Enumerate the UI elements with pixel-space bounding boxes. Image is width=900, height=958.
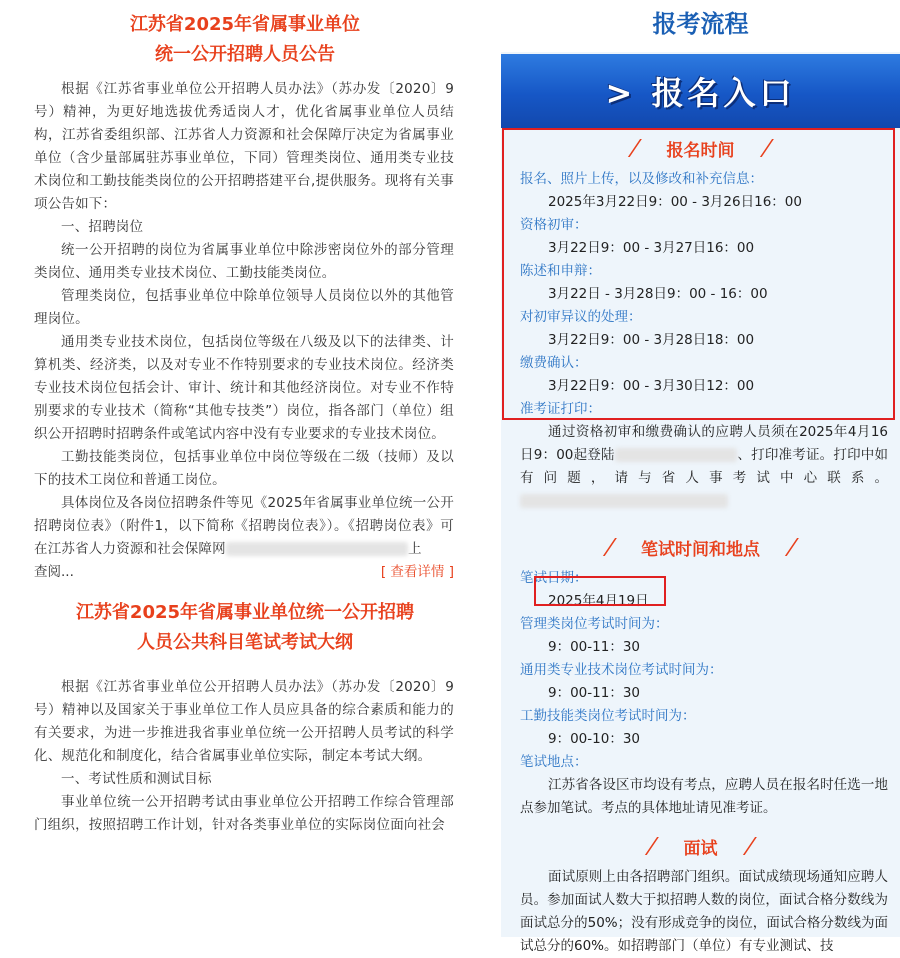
redacted-phone — [520, 494, 728, 508]
slash-decoration-icon: / — [601, 534, 618, 560]
announcement-1-paragraph: 工勤技能类岗位，包括事业单位中岗位等级在二级（技师）及以下的技术工岗位和普通工岗位。 — [34, 449, 454, 488]
info-label: 资格初审： — [520, 217, 588, 233]
info-value: 9：00-11：30 — [548, 685, 640, 701]
exam-date-value: 2025年4月19日 — [548, 593, 649, 609]
paragraph-text: 通过资格初审和缴费确认的应聘人员须在2025年4月16日9：00起登陆 — [520, 424, 888, 463]
slash-decoration-icon: / — [783, 534, 800, 560]
slash-decoration-icon: / — [740, 833, 758, 859]
announcement-1-paragraph: 通用类专业技术岗位，包括岗位等级在八级及以下的法律类、计算机类、经济类，以及对专业不作特别要求的专业技术岗位。经济类专业技术岗位包括会计、审计、统计和其他经济岗位。对专业不作特别要求的专业技术（简称“其他专技类”）岗位，指各部门（单位）组织公开招聘时招聘条件或笔试内容中没有专业要求的专业技术岗位。 — [34, 334, 454, 442]
registration-entry-label: > 报名入口 — [605, 74, 796, 112]
info-value: 3月22日9：00 - 3月27日16：00 — [548, 240, 755, 256]
paragraph-text: 、打印准考证。打印中如有问题，请与省人事考试中心联系。 — [520, 447, 888, 486]
info-label: 缴费确认： — [520, 355, 588, 371]
interview-paragraph: 面试原则上由各招聘部门组织。面试成绩现场通知应聘人员。参加面试人数大于拟招聘人数的岗位，面试合格分数线为面试总分的50%；没有形成竞争的岗位，面试合格分数线为面试总分的60%。如招聘部门（单位）有专业测试、技 — [520, 869, 888, 954]
info-label: 报名、照片上传，以及修改和补充信息： — [520, 171, 763, 187]
section-heading-text: 笔试时间和地点 — [641, 539, 760, 560]
info-label: 笔试日期： — [520, 570, 588, 586]
info-value: 9：00-11：30 — [548, 639, 640, 655]
process-content — [501, 128, 900, 958]
announcement-2-paragraph: 一、考试性质和测试目标 — [61, 771, 212, 787]
info-value: 3月22日9：00 - 3月28日18：00 — [548, 332, 755, 348]
process-title: 报考流程 — [652, 10, 749, 38]
info-label: 对初审异议的处理： — [520, 309, 642, 325]
info-label: 工勤技能类岗位考试时间为： — [520, 708, 696, 724]
view-details-link[interactable]: [ 查看详情 ] — [380, 564, 454, 580]
info-label: 通用类专业技术岗位考试时间为： — [520, 662, 723, 678]
slash-decoration-icon: / — [643, 833, 661, 859]
announcement-2-title-line2[interactable]: 人员公共科目笔试考试大纲 — [137, 632, 353, 653]
announcement-1-paragraph: 统一公开招聘的岗位为省属事业单位中除涉密岗位外的部分管理类岗位、通用类专业技术岗位、工勤技能类岗位。 — [34, 242, 454, 281]
info-label: 管理类岗位考试时间为： — [520, 616, 669, 632]
slash-decoration-icon: / — [757, 135, 775, 161]
exam-location-paragraph: 江苏省各设区市均设有考点，应聘人员在报名时任选一地点参加笔试。考点的具体地址请见准考证。 — [520, 777, 888, 816]
process-header — [501, 0, 900, 52]
redacted-site — [615, 448, 738, 462]
info-label: 笔试地点： — [520, 754, 588, 770]
paragraph-text: 上 — [408, 541, 422, 557]
info-label: 陈述和申辩： — [520, 263, 601, 279]
announcement-1-paragraph: 一、招聘岗位 — [61, 219, 144, 235]
announcement-1-title[interactable] — [0, 0, 490, 78]
info-value: 2025年3月22日9：00 - 3月26日16：00 — [548, 194, 802, 210]
info-value: 9：00-10：30 — [548, 731, 640, 747]
info-value: 3月22日9：00 - 3月30日12：00 — [548, 378, 755, 394]
process-column — [501, 0, 900, 954]
announcement-1-paragraph — [0, 492, 490, 561]
announcement-2-title-line1[interactable]: 江苏省2025年省属事业单位统一公开招聘 — [75, 602, 415, 623]
admission-ticket-paragraph — [501, 421, 900, 513]
section-heading-text: 面试 — [683, 838, 718, 859]
announcement-2-title[interactable] — [0, 598, 490, 676]
section-heading-registration — [501, 128, 900, 168]
info-label: 准考证打印： — [520, 401, 601, 417]
announcement-2-paragraph: 事业单位统一公开招聘考试由事业单位公开招聘工作综合管理部门组织，按照招聘工作计划，针对各类事业单位的实际岗位面向社会 — [34, 794, 454, 833]
ellipsis-text: 查阅... — [34, 564, 74, 580]
section-heading-interview — [501, 826, 900, 866]
announcement-1-title-line2[interactable]: 统一公开招聘人员公告 — [155, 44, 335, 65]
announcement-2-paragraph: 根据《江苏省事业单位公开招聘人员办法》（苏办发〔2020〕9号）精神以及国家关于事业单位工作人员应具备的综合素质和能力的有关要求，为进一步推进我省事业单位统一公开招聘人员考试的科学化、规范化和制度化，结合省属事业单位实际，制定本考试大纲。 — [34, 679, 454, 764]
section-heading-text: 报名时间 — [666, 140, 735, 161]
paragraph-text: 具体岗位及各岗位招聘条件等见《2025年省属事业单位统一公开招聘岗位表》（附件1，以下简称《招聘岗位表》）。《招聘岗位表》可在江苏省人力资源和社会保障网 — [34, 495, 454, 557]
info-value: 3月22日 - 3月28日9：00 - 16：00 — [548, 286, 768, 302]
registration-entry-button[interactable] — [501, 54, 900, 128]
announcement-1-title-line1[interactable]: 江苏省2025年省属事业单位 — [129, 14, 361, 35]
slash-decoration-icon: / — [626, 135, 644, 161]
announcement-1-paragraph: 管理类岗位，包括事业单位中除单位领导人员岗位以外的其他管理岗位。 — [34, 288, 454, 327]
announcement-1-paragraph: 根据《江苏省事业单位公开招聘人员办法》（苏办发〔2020〕9号）精神，为更好地选拔优秀适岗人才，优化省属事业单位人员结构，江苏省委组织部、江苏省人力资源和社会保障厅决定为省属事业单位（含少量部属驻苏事业单位，下同）管理类岗位、通用类专业技术岗位和工勤技能类岗位的公开招聘搭建平台,提供服务。现将有关事项公告如下： — [34, 81, 454, 212]
section-heading-exam — [501, 527, 900, 567]
read-more-row — [0, 561, 490, 584]
redacted-url — [226, 542, 408, 556]
